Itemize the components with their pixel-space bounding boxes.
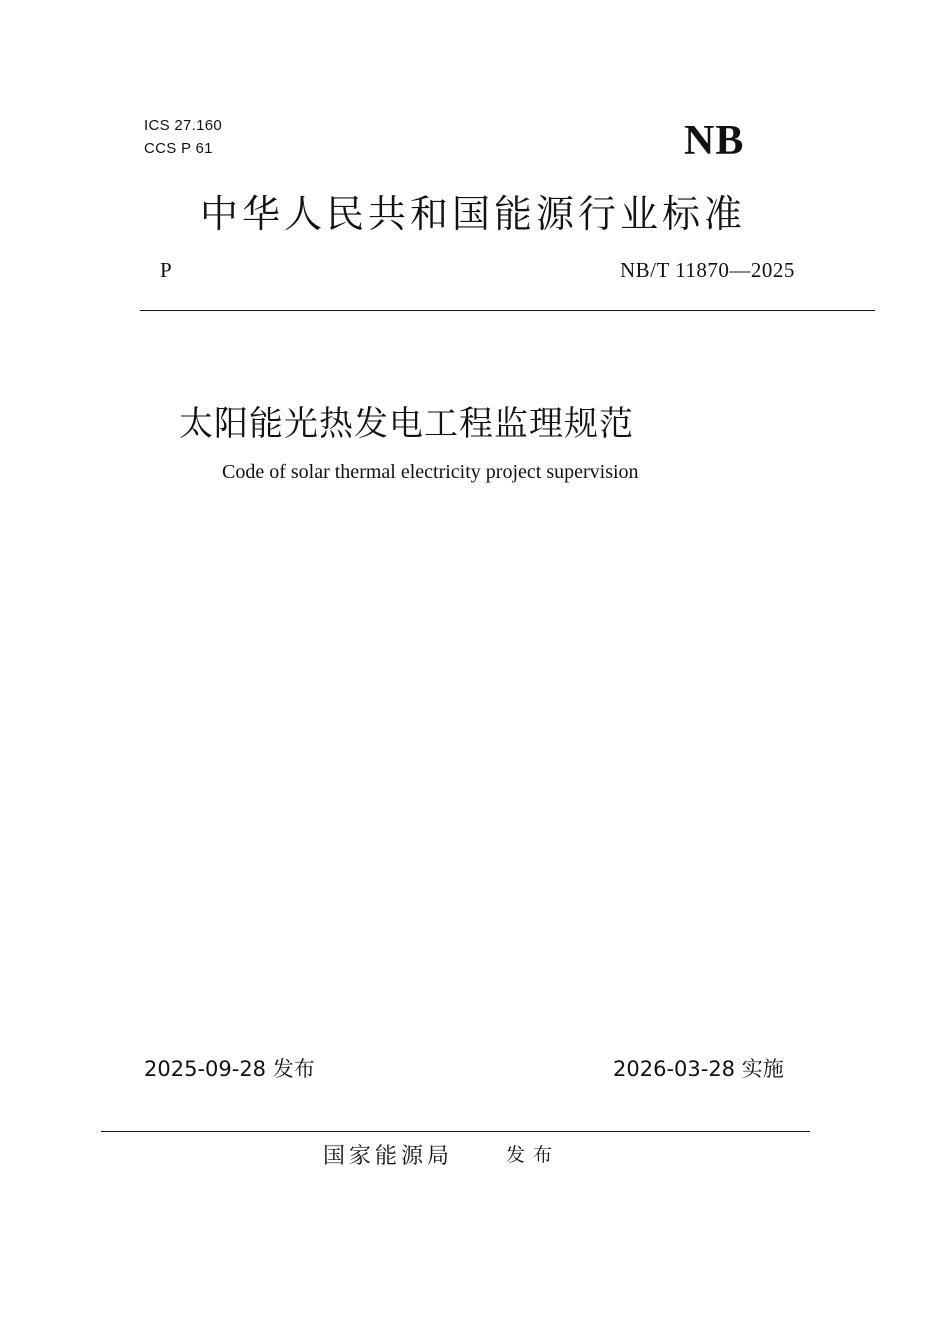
header-divider xyxy=(140,310,875,311)
publish-date: 2025-09-28 发布 xyxy=(144,1057,315,1081)
issue-label: 发布 xyxy=(506,1144,561,1166)
footer-divider xyxy=(101,1131,810,1132)
issuing-authority: 国家能源局 xyxy=(323,1144,454,1169)
ccs-code: CCS P 61 xyxy=(144,140,213,157)
classification-code: P xyxy=(160,258,172,282)
document-title-chinese: 太阳能光热发电工程监理规范 xyxy=(179,404,634,444)
ics-code: ICS 27.160 xyxy=(144,117,223,134)
document-title-english: Code of solar thermal electricity project supervision xyxy=(222,461,639,483)
standard-number: NB/T 11870—2025 xyxy=(620,258,795,282)
nb-logo: NB xyxy=(684,118,745,164)
industry-standard-title: 中华人民共和国能源行业标准 xyxy=(200,192,747,236)
effective-date: 2026-03-28 实施 xyxy=(613,1057,784,1081)
